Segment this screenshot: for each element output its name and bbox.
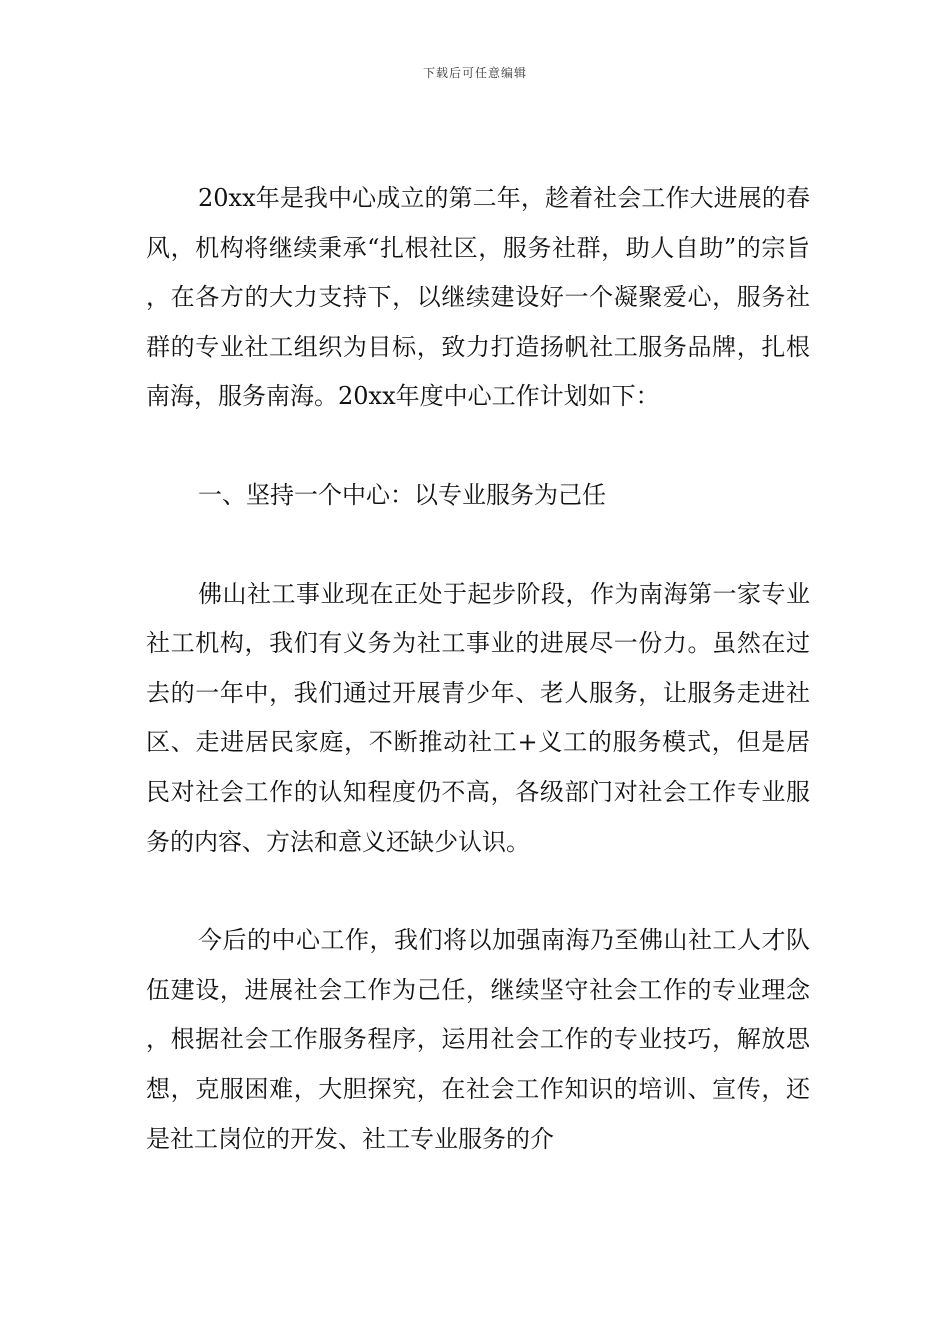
body-paragraph-2: 今后的中心工作，我们将以加强南海乃至佛山社工人才队伍建设，进展社会工作为己任，继续坚守社会工作的专业理念，根据社会工作服务程序，运用社会工作的专业技巧，解放思想，克服困难，大胆探究，在社会工作知识的培训、宣传，还是社工岗位的开发、社工专业服务的介 bbox=[146, 926, 810, 1153]
paragraph-spacer bbox=[146, 521, 810, 570]
page-header: 下载后可任意编辑 bbox=[422, 66, 527, 80]
body-paragraph-1: 佛山社工事业现在正处于起步阶段，作为南海第一家专业社工机构，我们有义务为社工事业的进展尽一份力。虽然在过去的一年中，我们通过开展青少年、老人服务，让服务走进社区、走进居民家庭，不断推动社工+义工的服务模式，但是居民对社会工作的认知程度仍不高，各级部门对社会工作专业服务的内容、方法和意义还缺少认识。 bbox=[146, 579, 810, 856]
intro-paragraph: 20xx年是我中心成立的第二年，趁着社会工作大进展的春风，机构将继续秉承“扎根社区，服务社群，助人自助”的宗旨，在各方的大力支持下，以继续建设好一个凝聚爱心，服务社群的专业社工组织为目标，致力打造扬帆社工服务品牌，扎根南海，服务南海。20xx年度中心工作计划如下： bbox=[146, 184, 810, 411]
paragraph-spacer bbox=[146, 422, 810, 471]
paragraph-spacer bbox=[146, 867, 810, 916]
section-heading: 一、坚持一个中心：以专业服务为己任 bbox=[198, 480, 606, 509]
document-body bbox=[146, 174, 810, 1164]
